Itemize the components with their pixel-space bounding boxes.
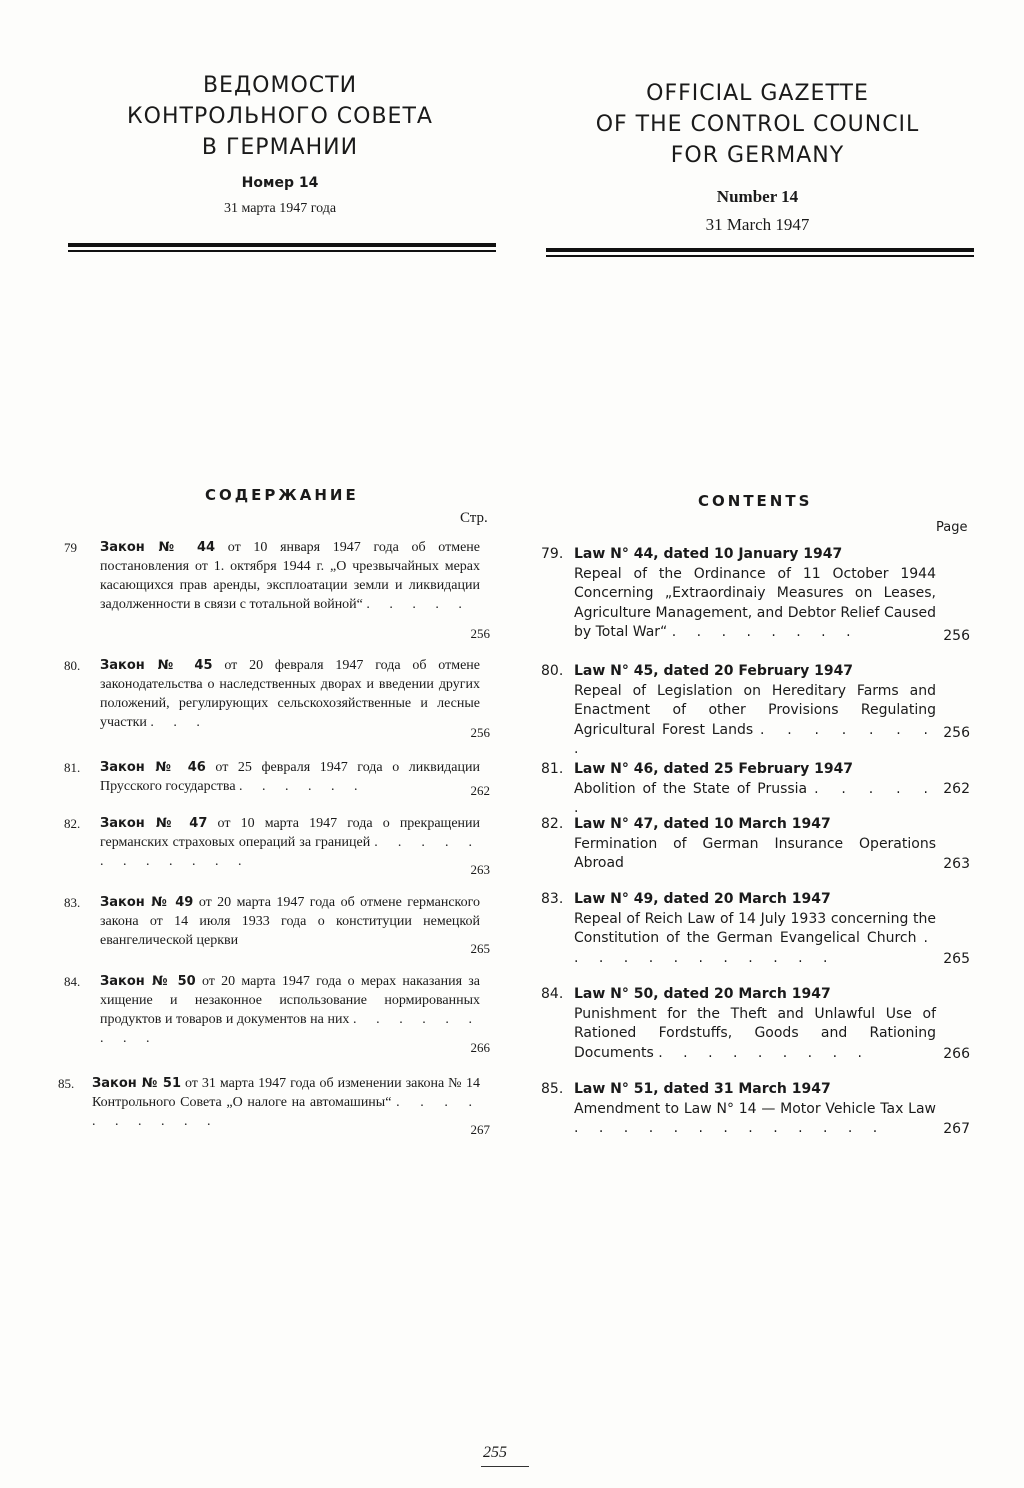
entry-page: 256 [470, 725, 490, 740]
russian-header-rule [68, 243, 496, 252]
english-title-line-2: OF THE CONTROL COUNCIL [595, 112, 920, 137]
entry-page: 256 [470, 626, 490, 641]
entry-page: 256 [943, 725, 970, 741]
russian-toc-entry-82: 82. Закон № 47 от 10 марта 1947 года о прекращении германских страховых операций за границей . . . . . . . . . . . . 263 [64, 816, 490, 877]
entry-page: 256 [943, 628, 970, 644]
russian-title-line-2: КОНТРОЛЬНОГО СОВЕТА [127, 104, 433, 129]
entry-page: 263 [943, 856, 970, 872]
russian-title-line-1: ВЕДОМОСТИ [202, 73, 358, 98]
entry-page: 262 [470, 783, 490, 798]
entry-page: 263 [470, 862, 490, 877]
russian-title-line-3: В ГЕРМАНИИ [201, 135, 359, 160]
entry-text: Law N° 50, dated 20 March 1947 Punishment for the Theft and Unlawful Use of Rationed Fordstuffs, Goods and Rationing Documents . . . . . . . . . [574, 986, 936, 1061]
entry-text: Law N° 46, dated 25 February 1947 Abolition of the State of Prussia . . . . . . [574, 761, 936, 816]
entry-page: 265 [943, 951, 970, 967]
russian-page-column-label: Стр. [460, 510, 488, 526]
russian-issue-date: 31 марта 1947 года [223, 201, 337, 216]
entry-text: Law N° 49, dated 20 March 1947 Repeal of Reich Law of 14 July 1933 concerning the Constitution of the German Evangelical Church . . . . . . . . . . . . [574, 891, 936, 966]
russian-toc-entry-81: 81. Закон № 46 от 25 февраля 1947 года о ликвидации Прусского государства . . . . . . 262 [64, 760, 490, 798]
english-toc-entry-79: 79. Law N° 44, dated 10 January 1947 Repeal of the Ordinance of 11 October 1944 Concerning „Extraordinaiy Measures on Leases, Agriculture Management, and Debtor Relief Caused by Total War“ . . . . . . . . 256 [541, 545, 970, 645]
entry-number: 79 [64, 540, 77, 555]
russian-toc-entry-80: 80. Закон № 45 от 20 февраля 1947 года об отмене законодательства о наследственных дворах и введении других положений, регулирующих сельскохозяйственные и лесные участки . . . 256 [64, 658, 490, 740]
english-toc-entry-83: 83. Law N° 49, dated 20 March 1947 Repeal of Reich Law of 14 July 1933 concerning the Constitution of the German Evangelical Church . . . . . . . . . . . . 265 [541, 890, 970, 970]
english-toc-entry-85: 85. Law N° 51, dated 31 March 1947 Amendment to Law N° 14 — Motor Vehicle Tax Law . . . . . . . . . . . . . 267 [541, 1080, 970, 1140]
english-title-line-3: FOR GERMANY [670, 143, 845, 168]
english-contents-heading: CONTENTS [698, 492, 813, 510]
russian-toc-entry-85: 85. Закон № 51 от 31 марта 1947 года об изменении закона № 14 Контрольного Совета „О налоге на автомашины“ . . . . . . . . . . 267 [58, 1076, 490, 1137]
entry-text: Закон № 45 от 20 февраля 1947 года об отмене законодательства о наследственных дворах и введении других положений, регулирующих сельскохозяйственные и лесные участки . . . [100, 658, 481, 730]
entry-page: 262 [943, 781, 970, 797]
entry-page: 265 [470, 941, 490, 956]
entry-text: Law N° 45, dated 20 February 1947 Repeal of Legislation on Hereditary Farms and Enactment of other Provisions Regulating Agricultural Forest Lands . . . . . . . . [574, 663, 936, 757]
entry-text: Закон № 50 от 20 марта 1947 года о мерах наказания за хищение и незаконное использование нормированных продуктов и товаров и документов на них . . . . . . . . . [100, 974, 481, 1046]
english-toc-entry-80: 80. Law N° 45, dated 20 February 1947 Repeal of Legislation on Hereditary Farms and Enactment of other Provisions Regulating Agricultural Forest Lands . . . . . . . . 256 [541, 662, 970, 742]
english-issue-date: 31 March 1947 [705, 215, 810, 234]
entry-text: Закон № 49 от 20 марта 1947 года об отмене германского закона от 14 июля 1933 года о конституции немецкой евангелической церкви [100, 895, 481, 948]
russian-contents-heading: СОДЕРЖАНИЕ [205, 486, 359, 504]
entry-text: Law N° 44, dated 10 January 1947 Repeal of the Ordinance of 11 October 1944 Concerning „Extraordinaiy Measures on Leases, Agriculture Management, and Debtor Relief Caused by Total War“ . . . . . . . . [574, 546, 936, 640]
english-toc-entry-82: 82. Law N° 47, dated 10 March 1947 Fermination of German Insurance Operations Abroad 263 [541, 815, 970, 875]
entry-text: Закон № 44 от 10 января 1947 года об отмене постановления от 1. октября 1944 г. „О чрезвычайных мерах касающихся прав аренды, эксплоатации земли и ликвидации задолженности в связи с тотальной войной“ . . . . . [100, 540, 481, 612]
entry-text: Law N° 51, dated 31 March 1947 Amendment to Law N° 14 — Motor Vehicle Tax Law . . . . . . . . . . . . . [574, 1081, 936, 1136]
entry-text: Закон № 47 от 10 марта 1947 года о прекращении германских страховых операций за границей . . . . . . . . . . . . [100, 816, 481, 869]
english-toc-entry-81: 81. Law N° 46, dated 25 February 1947 Abolition of the State of Prussia . . . . . . 262 [541, 760, 970, 800]
entry-text: Law N° 47, dated 10 March 1947 Fermination of German Insurance Operations Abroad [574, 816, 936, 871]
english-page-column-label: Page [936, 520, 968, 535]
entry-page: 267 [470, 1122, 490, 1137]
english-masthead [540, 78, 975, 235]
english-header-rule [546, 248, 974, 257]
russian-toc-entry-83: 83. Закон № 49 от 20 марта 1947 года об отмене германского закона от 14 июля 1933 года о конституции немецкой евангелической церкви 265 [64, 895, 490, 956]
english-title-line-1: OFFICIAL GAZETTE [646, 81, 869, 106]
entry-text: Закон № 46 от 25 февраля 1947 года о ликвидации Прусского государства . . . . . . [100, 760, 480, 794]
russian-toc-entry-84: 84. Закон № 50 от 20 марта 1947 года о мерах наказания за хищение и незаконное использование нормированных продуктов и товаров и документов на них . . . . . . . . . 266 [64, 974, 490, 1055]
english-issue-number: Number 14 [716, 187, 799, 206]
entry-page: 267 [943, 1121, 970, 1137]
entry-page: 266 [943, 1046, 970, 1062]
english-toc-entry-84: 84. Law N° 50, dated 20 March 1947 Punishment for the Theft and Unlawful Use of Rationed Fordstuffs, Goods and Rationing Documents . . . . . . . . . 266 [541, 985, 970, 1065]
entry-page: 266 [470, 1040, 490, 1055]
entry-text: Закон № 51 от 31 марта 1947 года об изменении закона № 14 Контрольного Совета „О налоге на автомашины“ . . . . . . . . . . [92, 1076, 481, 1129]
russian-issue-number: Номер 14 [241, 175, 319, 191]
russian-masthead [60, 70, 500, 217]
page-number: 255 [483, 1444, 507, 1462]
russian-toc-entry-79 [64, 538, 490, 643]
